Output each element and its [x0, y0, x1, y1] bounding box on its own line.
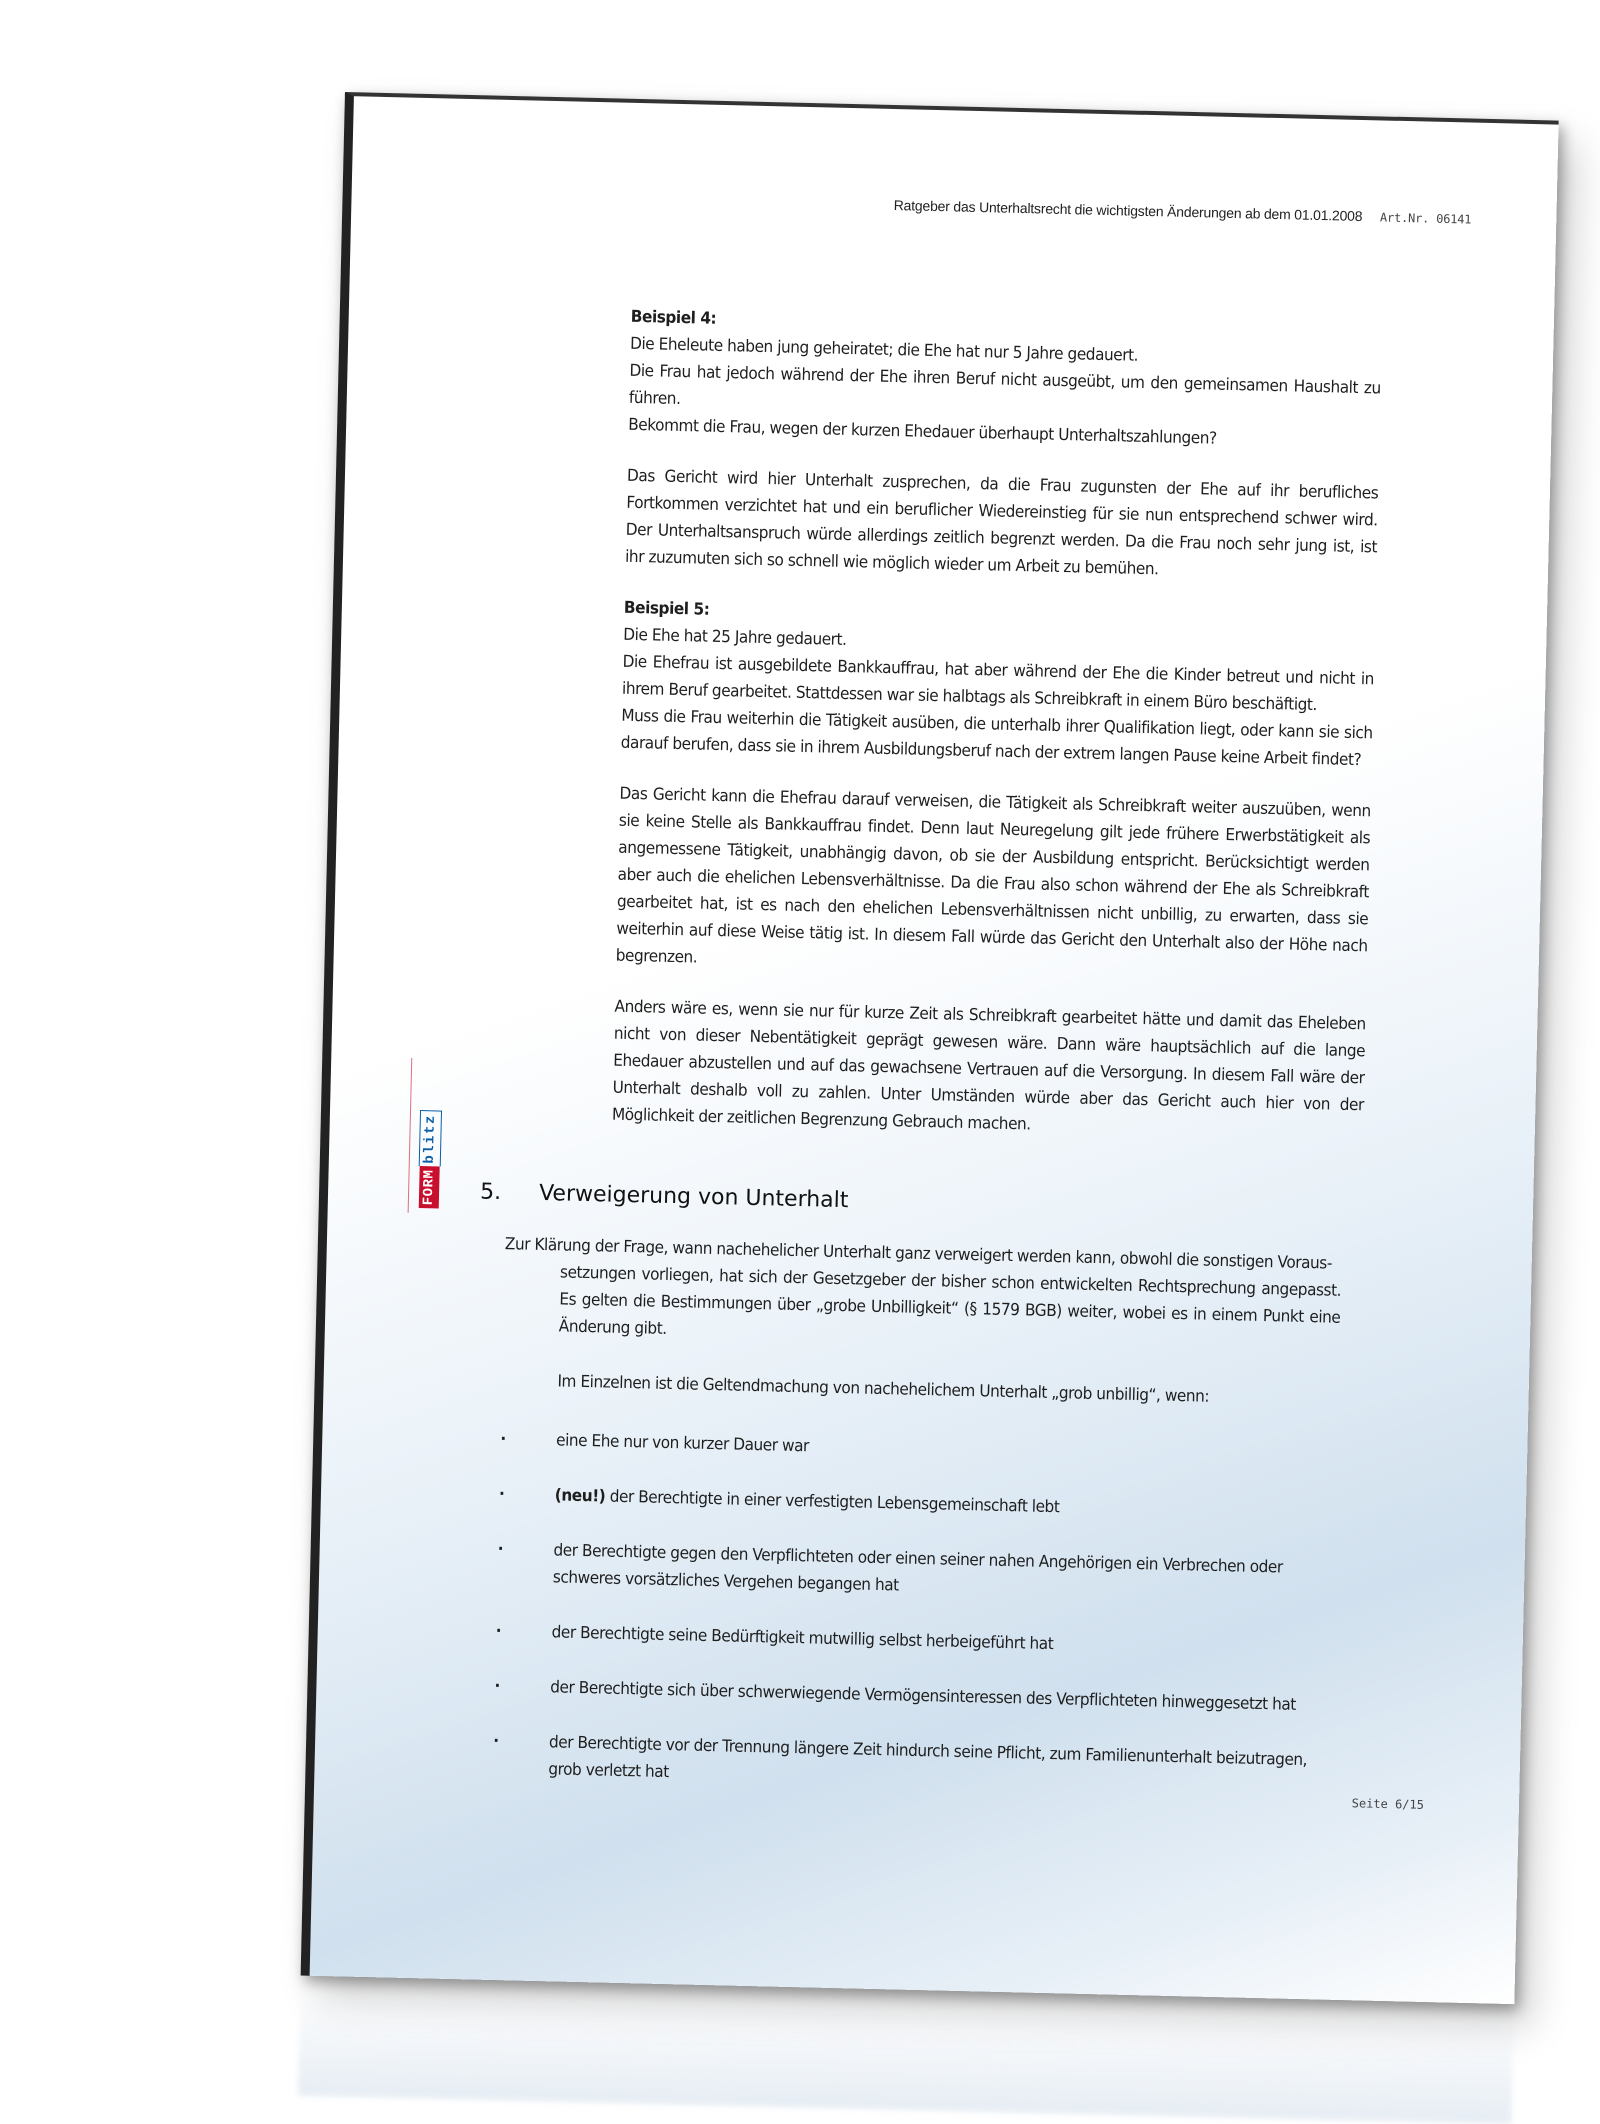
section-intro-rest: setzungen vorliegen, hat sich der Gesetzgeber der bisher schon entwickelten Rechtsprechung angepasst. Es gelten die Bestimmungen über „grobe Unbilligkeit“ (§ 1579 BGB) weiter, wobei es in einem Punkt eine Änderung gibt. — [558, 1262, 1342, 1338]
list-item — [494, 1672, 1331, 1719]
list-item-text: der Berechtigte gegen den Verpflichteten oder einen seiner nahen Angehörigen ein Verbrechen oder schweres vorsätzliches Vergehen begangen hat — [552, 1540, 1283, 1595]
page-number: Seite 6/15 — [1351, 1796, 1425, 1812]
example-5-heading: Beispiel 5: — [623, 597, 710, 619]
list-item — [495, 1617, 1332, 1664]
list-item — [500, 1425, 1337, 1472]
list-item-text: der Berechtigte in einer verfestigten Lebensgemeinschaft lebt — [605, 1486, 1060, 1517]
example-5-line: Die Ehe hat 25 Jahre gedauert. — [623, 624, 847, 649]
example-4-line: Bekommt die Frau, wegen der kurzen Ehedauer überhaupt Unterhaltszahlungen? — [628, 414, 1217, 448]
section-intro-first: Zur Klärung der Frage, wann nachehelicher Unterhalt ganz verweigert werden kann, obwohl die sonstigen Voraus- — [504, 1234, 1333, 1273]
list-item-text: der Berechtigte seine Bedürftigkeit mutwillig selbst herbeigeführt hat — [551, 1622, 1054, 1654]
new-tag: (neu!) — [554, 1485, 606, 1506]
example-5-answer-2: Anders wäre es, wenn sie nur für kurze Zeit als Schreibkraft gearbeitet hätte und damit das Eheleben nicht von dieser Nebentätigkeit geprägt gewesen wäre. Dann wäre hauptsächlich auf die lange Ehedauer abzustellen und auf das gewachsene Vertrauen auf die Versorgung. In diesem Fall wäre der Unterhalt deshalb voll zu zahlen. Unter Umständen würde aber das Gericht auch hier von der Möglichkeit der zeitlichen Begrenzung Gebrauch machen. — [611, 996, 1366, 1134]
condition-list — [492, 1425, 1337, 1801]
list-item-text: eine Ehe nur von kurzer Dauer war — [555, 1430, 810, 1456]
example-5-line: Die Ehefrau ist ausgebildete Bankkauffrau, hat aber während der Ehe die Kinder betreut und nicht in ihrem Beruf gearbeitet. Stattdessen war sie halbtags als Schreibkraft in einem Büro beschäftigt. — [621, 651, 1375, 715]
list-item — [499, 1480, 1336, 1527]
list-item — [497, 1535, 1335, 1609]
logo-blitz-part: blitz — [419, 1110, 442, 1167]
section-lead: Im Einzelnen ist die Geltendmachung von nachehelichem Unterhalt „grob unbillig“, wenn: — [557, 1371, 1210, 1406]
bullet-icon: · — [495, 1620, 502, 1641]
formblitz-logo — [418, 1063, 443, 1208]
example-5-line: Muss die Frau weiterhin die Tätigkeit ausüben, die unterhalb ihrer Qualifikation liegt, oder kann sie sich darauf berufen, dass sie in ihrem Ausbildungsberuf nach der extrem langen Pause keine Arbeit findet? — [620, 705, 1373, 770]
bullet-icon: · — [500, 1429, 506, 1449]
logo-form-part: FORM — [419, 1166, 440, 1208]
example-4-heading: Beispiel 4: — [630, 306, 717, 328]
section-title: Verweigerung von Unterhalt — [538, 1180, 849, 1214]
example-4-line: Die Eheleute haben jung geheiratet; die Ehe hat nur 5 Jahre gedauert. — [629, 333, 1139, 365]
section-number: 5. — [479, 1179, 502, 1205]
section-body — [492, 1230, 1342, 1829]
examples-block — [611, 303, 1382, 1169]
list-item-text: der Berechtigte sich über schwerwiegende Vermögensinteressen des Verpflichteten hinweggesetzt hat — [550, 1677, 1297, 1714]
section-heading — [480, 1179, 849, 1213]
header-title: Ratgeber das Unterhaltsrecht die wichtigsten Änderungen ab dem 01.01.2008 — [893, 196, 1363, 225]
example-4-answer: Das Gericht wird hier Unterhalt zusprechen, da die Frau zugunsten der Ehe auf ihr berufliches Fortkommen verzichtet hat und ein beruflicher Wiedereinstieg für sie nun entsprechend schwer wird. Der Unterhaltsanspruch würde allerdings zeitlich begrenzt werden. Da die Frau noch sehr jung ist, ist ihr zuzumuten sich so schnell wie möglich wieder um Arbeit zu bemühen. — [624, 465, 1379, 579]
section-intro — [503, 1230, 1342, 1358]
bullet-icon: · — [492, 1730, 499, 1751]
list-item-text: der Berechtigte vor der Trennung längere Zeit hindurch seine Pflicht, zum Familienunterhalt beizutragen, grob verletzt hat — [548, 1732, 1308, 1782]
example-4-line: Die Frau hat jedoch während der Ehe ihren Beruf nicht ausgeübt, um den gemeinsamen Haushalt zu führen. — [628, 360, 1381, 408]
logo-divider — [408, 1058, 413, 1213]
example-5-answer-1: Das Gericht kann die Ehefrau darauf verweisen, die Tätigkeit als Schreibkraft weiter auszuüben, wenn sie keine Stelle als Bankkauffrau findet. Denn laut Neuregelung gilt jede frühere Erwerbstätigkeit als angemessene Tätigkeit, unabhängig davon, ob sie der Ausbildung entspricht. Berücksichtigt werden aber auch die ehelichen Lebensverhältnisse. Da die Frau also schon während der Ehe als Schreibkraft gearbeitet hat, ist es nach den ehelichen Lebensverhältnissen nicht unbillig, zu erwarten, dass sie weiterhin auf diese Weise tätig ist. In diesem Fall würde das Gericht den Unterhalt also der Höhe nach begrenzen. — [615, 783, 1372, 967]
article-number: Art.Nr. 06141 — [1379, 210, 1472, 227]
bullet-icon: · — [497, 1539, 504, 1559]
document-page — [301, 92, 1559, 2004]
page-header — [894, 197, 1472, 227]
list-item — [492, 1727, 1330, 1801]
bullet-icon: · — [494, 1675, 501, 1696]
example-4 — [628, 303, 1382, 456]
example-5 — [620, 594, 1375, 774]
bullet-icon: · — [498, 1484, 505, 1504]
